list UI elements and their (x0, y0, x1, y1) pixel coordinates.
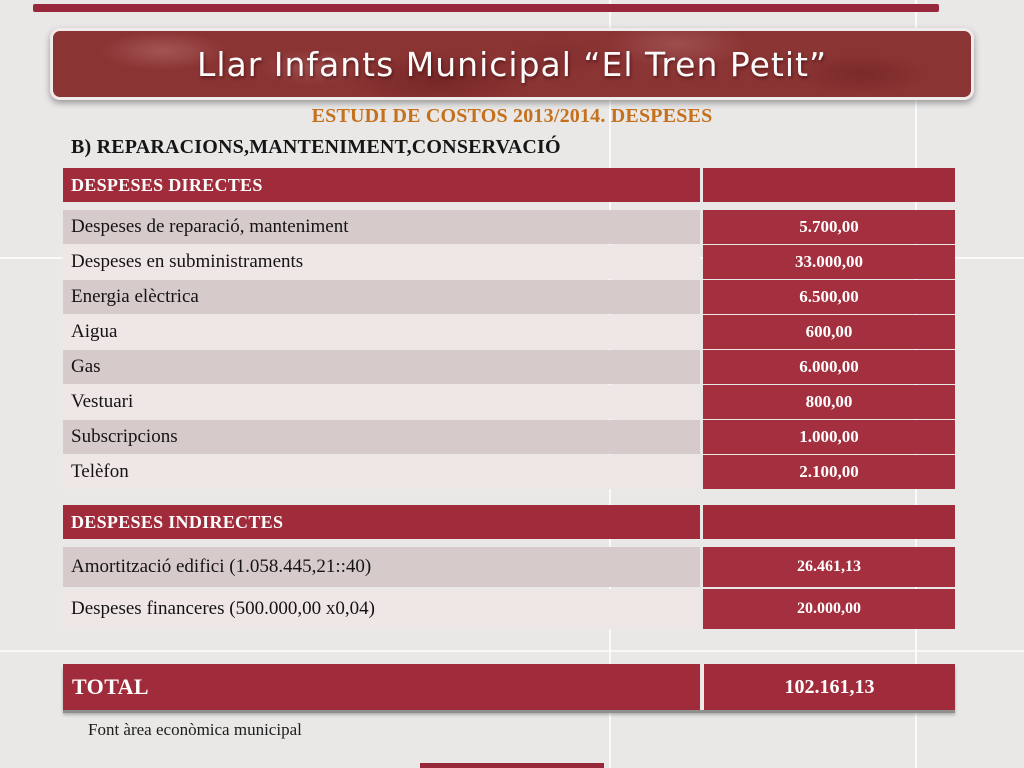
row-label: Despeses en subministraments (63, 245, 700, 279)
row-label: Aigua (63, 315, 700, 349)
table-header-value-cell (703, 168, 955, 202)
row-value: 6.000,00 (703, 350, 955, 384)
row-label: Energia elèctrica (63, 280, 700, 314)
despeses-directes-table (63, 168, 955, 490)
row-label: Subscripcions (63, 420, 700, 454)
row-value: 26.461,13 (703, 547, 955, 587)
row-label: Amortització edifici (1.058.445,21::40) (63, 547, 700, 587)
row-value: 33.000,00 (703, 245, 955, 279)
despeses-indirectes-table (63, 505, 955, 631)
row-value: 20.000,00 (703, 589, 955, 629)
row-label: Vestuari (63, 385, 700, 419)
row-value: 2.100,00 (703, 455, 955, 489)
row-label: Telèfon (63, 455, 700, 489)
section-heading: B) REPARACIONS,MANTENIMENT,CONSERVACIÓ (71, 136, 561, 158)
total-row (63, 664, 955, 710)
total-value: 102.161,13 (702, 664, 955, 710)
title-banner (50, 28, 974, 100)
table-header-label: DESPESES INDIRECTES (63, 505, 700, 539)
total-label: TOTAL (63, 664, 700, 710)
table-row (63, 455, 955, 489)
table-row (63, 350, 955, 384)
bottom-accent-strip (420, 763, 604, 768)
table-row (63, 385, 955, 419)
slide-title: Llar Infants Municipal “El Tren Petit” (196, 44, 828, 84)
table-row (63, 420, 955, 454)
row-value: 6.500,00 (703, 280, 955, 314)
row-value: 5.700,00 (703, 210, 955, 244)
table-row (63, 547, 955, 587)
row-value: 1.000,00 (703, 420, 955, 454)
row-label: Gas (63, 350, 700, 384)
table-row (63, 245, 955, 279)
table-header-row (63, 168, 955, 202)
top-accent-strip (33, 4, 939, 12)
row-value: 800,00 (703, 385, 955, 419)
table-row (63, 210, 955, 244)
table-header-value-cell (703, 505, 955, 539)
table-row (63, 315, 955, 349)
table-header-label: DESPESES DIRECTES (63, 168, 700, 202)
slide-subtitle: ESTUDI DE COSTOS 2013/2014. DESPESES (311, 105, 713, 127)
row-label: Despeses financeres (500.000,00 x0,04) (63, 589, 700, 629)
table-row (63, 589, 955, 629)
row-label: Despeses de reparació, manteniment (63, 210, 700, 244)
table-header-row (63, 505, 955, 539)
footer-note: Font àrea econòmica municipal (88, 720, 302, 739)
table-row (63, 280, 955, 314)
row-value: 600,00 (703, 315, 955, 349)
